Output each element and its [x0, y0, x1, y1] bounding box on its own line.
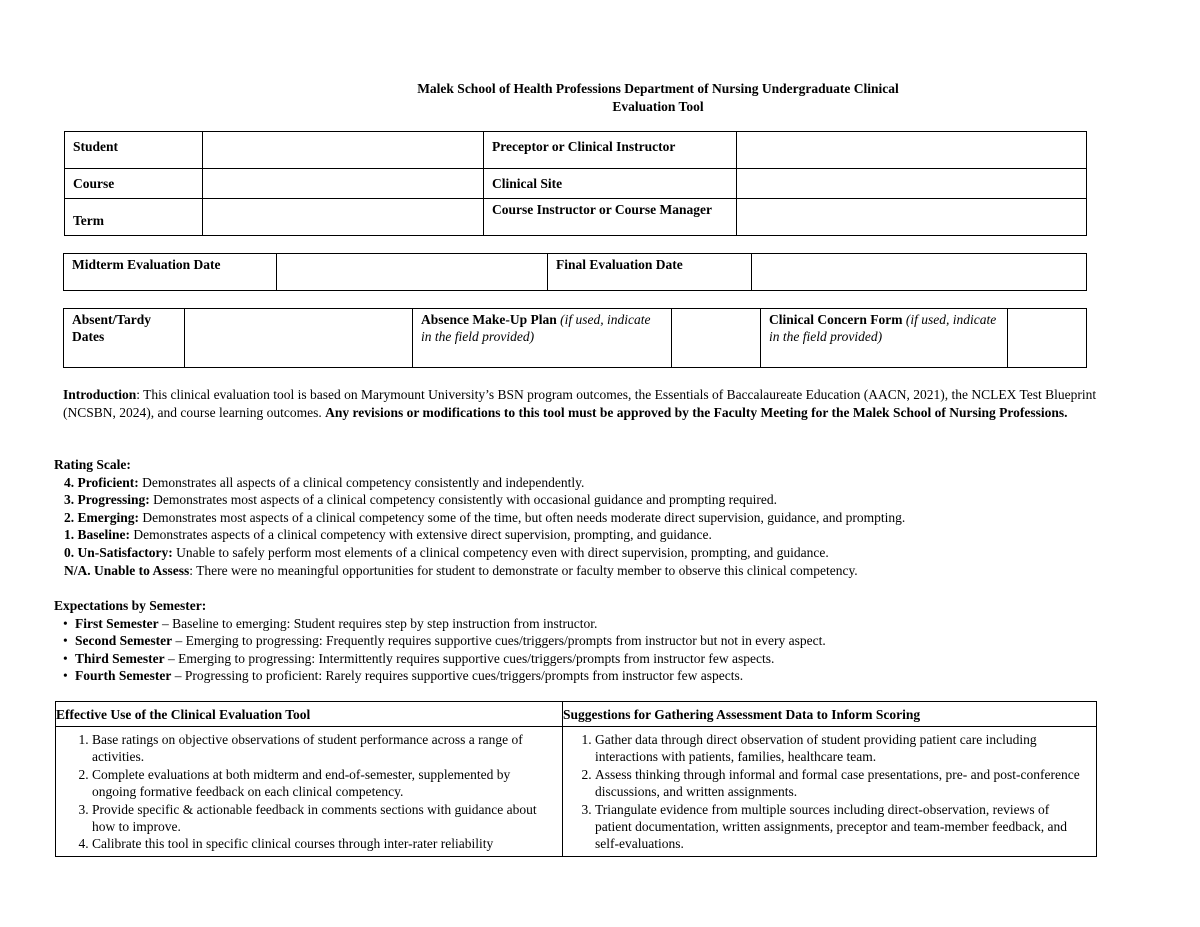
rating-item	[54, 562, 905, 580]
effective-use-list-cell	[56, 727, 563, 857]
semester-label: Fourth Semester	[75, 668, 172, 684]
list-item: 2. Complete evaluations at both midterm and end-of-semester, supplemented by ongoing formative feedback on each clinical competency.	[92, 766, 554, 801]
term-field[interactable]	[203, 199, 484, 236]
rating-scale-heading: Rating Scale:	[54, 457, 131, 472]
title-line-2: Evaluation Tool	[612, 99, 704, 114]
expectations-section	[54, 597, 826, 685]
absence-table	[63, 308, 1087, 368]
semester-text: – Emerging to progressing: Intermittently requires supportive cues/triggers/prompts from instructor few aspects.	[164, 650, 775, 666]
expectation-item	[54, 650, 826, 668]
semester-text: – Emerging to progressing: Frequently requires supportive cues/triggers/prompts from instructor but not in every aspect.	[172, 633, 826, 649]
intro-label: Introduction	[63, 387, 137, 402]
list-item: 4. Calibrate this tool in specific clinical courses through inter-rater reliability	[92, 835, 554, 852]
suggestions-header: Suggestions for Gathering Assessment Data to Inform Scoring	[563, 702, 1097, 727]
rating-item	[54, 491, 905, 509]
rating-item	[54, 526, 905, 544]
makeup-plan-field[interactable]	[672, 309, 761, 368]
info-table	[64, 131, 1087, 236]
list-item: 1. Base ratings on objective observations of student performance across a range of activities.	[92, 731, 554, 766]
midterm-date-field[interactable]	[277, 254, 548, 291]
list-item: 2. Assess thinking through informal and formal case presentations, pre- and post-conference discussions, and written assignments.	[595, 766, 1088, 801]
rating-text: : There were no meaningful opportunities for student to demonstrate or faculty member to observe this clinical competency.	[189, 562, 858, 578]
evaluation-dates-table	[63, 253, 1087, 291]
rating-label: 4. Proficient:	[64, 474, 139, 490]
concern-form-field[interactable]	[1008, 309, 1087, 368]
rating-item	[54, 544, 905, 562]
preceptor-label: Preceptor or Clinical Instructor	[484, 132, 737, 169]
semester-label: Third Semester	[75, 650, 165, 666]
expectation-item	[54, 667, 826, 685]
rating-label: 2. Emerging:	[64, 509, 139, 525]
intro-approval-note: Any revisions or modifications to this tool must be approved by the Faculty Meeting for the Malek School of Nursing Professions.	[325, 405, 1068, 420]
rating-label: 1. Baseline:	[64, 527, 130, 543]
bullet-icon: •	[63, 615, 68, 631]
expectations-heading: Expectations by Semester:	[54, 598, 207, 613]
makeup-plan-title: Absence Make-Up Plan	[421, 312, 557, 327]
semester-label: Second Semester	[75, 633, 173, 649]
course-instructor-field[interactable]	[737, 199, 1087, 236]
final-date-field[interactable]	[752, 254, 1087, 291]
final-date-label: Final Evaluation Date	[548, 254, 752, 291]
title-line-1: Malek School of Health Professions Department of Nursing Undergraduate Clinical	[417, 81, 899, 96]
clinical-site-field[interactable]	[737, 169, 1087, 199]
bullet-icon: •	[63, 668, 68, 684]
absent-tardy-field[interactable]	[185, 309, 413, 368]
effective-use-list	[60, 731, 554, 853]
preceptor-field[interactable]	[737, 132, 1087, 169]
rating-label: N/A. Unable to Assess	[64, 562, 190, 578]
bullet-icon: •	[63, 633, 68, 649]
rating-text: Demonstrates aspects of a clinical competency with extensive direct supervision, prompting, and guidance.	[130, 527, 712, 543]
course-instructor-label: Course Instructor or Course Manager	[484, 199, 737, 236]
guidance-table	[55, 701, 1097, 857]
course-label: Course	[65, 169, 203, 199]
concern-form-title: Clinical Concern Form	[769, 312, 903, 327]
effective-use-header: Effective Use of the Clinical Evaluation Tool	[56, 702, 563, 727]
rating-text: Demonstrates most aspects of a clinical competency some of the time, but often needs moderate direct supervision, guidance, and prompting.	[139, 509, 906, 525]
rating-label: 0. Un-Satisfactory:	[64, 544, 173, 560]
clinical-site-label: Clinical Site	[484, 169, 737, 199]
bullet-icon: •	[63, 650, 68, 666]
course-field[interactable]	[203, 169, 484, 199]
page-title	[0, 80, 1200, 116]
makeup-plan-note: (if used, indicate in the field provided)	[421, 312, 651, 344]
rating-text: Demonstrates all aspects of a clinical competency consistently and independently.	[138, 474, 585, 490]
rating-item	[54, 509, 905, 527]
rating-item	[54, 474, 905, 492]
concern-form-note: (if used, indicate in the field provided)	[769, 312, 997, 344]
suggestions-list	[563, 731, 1088, 853]
rating-text: Demonstrates most aspects of a clinical competency consistently with occasional guidance and prompting required.	[149, 492, 777, 508]
introduction-paragraph	[63, 386, 1103, 422]
absent-tardy-label: Absent/Tardy Dates	[64, 309, 185, 368]
semester-label: First Semester	[75, 615, 159, 631]
list-item: 1. Gather data through direct observation of student providing patient care including interactions with patients, families, healthcare team.	[595, 731, 1088, 766]
rating-text: Unable to safely perform most elements of a clinical competency even with direct supervision, prompting, and guidance.	[172, 544, 829, 560]
student-field[interactable]	[203, 132, 484, 169]
makeup-plan-label	[413, 309, 672, 368]
list-item: 3. Provide specific & actionable feedback in comments sections with guidance about how to improve.	[92, 801, 554, 836]
rating-scale-section	[54, 456, 905, 579]
rating-label: 3. Progressing:	[64, 492, 150, 508]
expectation-item	[54, 615, 826, 633]
term-label: Term	[65, 199, 203, 236]
concern-form-label	[761, 309, 1008, 368]
expectation-item	[54, 632, 826, 650]
suggestions-list-cell	[563, 727, 1097, 857]
list-item: 3. Triangulate evidence from multiple sources including direct-observation, reviews of patient documentation, written assignments, preceptor and team-member feedback, and self-evaluations.	[595, 801, 1088, 853]
student-label: Student	[65, 132, 203, 169]
semester-text: – Progressing to proficient: Rarely requires supportive cues/triggers/prompts from instructor few aspects.	[171, 668, 744, 684]
semester-text: – Baseline to emerging: Student requires step by step instruction from instructor.	[158, 615, 598, 631]
midterm-date-label: Midterm Evaluation Date	[64, 254, 277, 291]
intro-text: : This clinical evaluation tool is based on Marymount University’s BSN program outcomes, the Essentials of Baccalaureate Education (AACN, 2021), the NCLEX Test Blueprint (NCSBN, 2024), and course learning outcomes.	[63, 387, 1097, 420]
